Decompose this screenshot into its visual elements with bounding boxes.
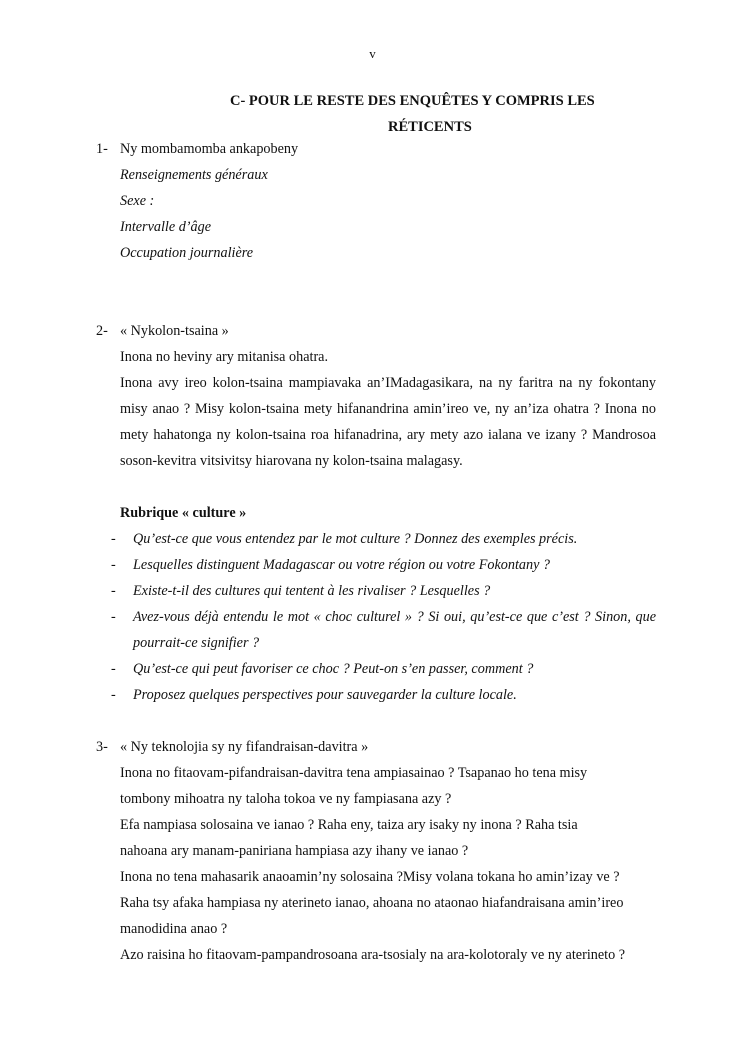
section-3-line: Azo raisina ho fitaovam-pampandrosoana ara-tsosialy na ara-kolotoraly ve ny aterineto ? [120, 947, 626, 963]
section-3-line: Raha tsy afaka hampiasa ny aterineto ianao, ahoana no ataonao hiafandraisana amin’ireo [120, 895, 624, 911]
list-item: - Qu’est-ce qui peut favoriser ce choc ? Peut-on s’en passer, comment ? [111, 661, 534, 677]
section-3-line: tombony mihoatra ny taloha tokoa ve ny fampiasana azy ? [120, 791, 452, 807]
section-1-line: Occupation journalière [120, 245, 254, 261]
section-1-title: Ny mombamomba ankapobeny [120, 141, 299, 157]
list-item: - Qu’est-ce que vous entendez par le mot culture ? Donnez des exemples précis. [111, 531, 578, 547]
section-3-line: manodidina anao ? [120, 921, 228, 937]
section-2-title: « Nykolon-tsaina » [120, 323, 229, 339]
section-1-line: Renseignements généraux [120, 167, 268, 183]
section-2-paragraph: Inona avy ireo kolon-tsaina mampiavaka an’IMadagasikara, na ny faritra na ny fokontany misy anao ? Misy kolon-tsaina mety hifanandrina amin’ireo ve, ny an’iza ohatra ? Inona no mety hahatonga ny kolon-tsaina roa hifanadrina, ary mety azo ialana ve izany ? Mandrosoa soson-kevitra vitsivitsy hiarovana ny kolon-tsaina malagasy. [120, 375, 656, 469]
section-3-line: nahoana ary manam-paniriana hampiasa azy ihany ve ianao ? [120, 843, 469, 859]
section-3-line: Inona no fitaovam-pifandraisan-davitra tena ampiasainao ? Tsapanao ho tena misy [120, 765, 588, 781]
list-item: - Avez-vous déjà entendu le mot « choc culturel » ? Si oui, qu’est-ce que c’est ? Sinon, que pourrait-ce signifier ? [111, 609, 656, 651]
culture-question-list [96, 526, 656, 708]
section-3-line: Efa nampiasa solosaina ve ianao ? Raha eny, taiza ary isaky ny inona ? Raha tsia [120, 817, 578, 833]
list-item: - Existe-t-il des cultures qui tentent à les rivaliser ? Lesquelles ? [111, 583, 491, 599]
section-3 [96, 734, 656, 968]
heading-line-1: C- POUR LE RESTE DES ENQUÊTES Y COMPRIS LES [230, 93, 595, 109]
page-number: v [369, 46, 376, 61]
section-3-number: 3- [96, 739, 108, 755]
section-1 [96, 136, 656, 266]
section-3-line: Inona no tena mahasarik anaoamin’ny solosaina ?Misy volana tokana ho amin’izay ve ? [120, 869, 620, 885]
section-1-line: Intervalle d’âge [120, 219, 211, 235]
section-heading [230, 88, 650, 140]
section-1-number: 1- [96, 141, 108, 157]
section-2-line: Inona no heviny ary mitanisa ohatra. [120, 349, 329, 365]
list-item: - Proposez quelques perspectives pour sauvegarder la culture locale. [111, 687, 517, 703]
heading-line-2: RÉTICENTS [388, 119, 472, 135]
section-3-title: « Ny teknolojia sy ny fifandraisan-davitra » [120, 739, 369, 755]
section-1-line: Sexe : [120, 193, 155, 209]
section-2-number: 2- [96, 323, 108, 339]
rubric-culture-title: Rubrique « culture » [120, 505, 247, 521]
section-2 [96, 318, 656, 708]
list-item: - Lesquelles distinguent Madagascar ou votre région ou votre Fokontany ? [111, 557, 551, 573]
